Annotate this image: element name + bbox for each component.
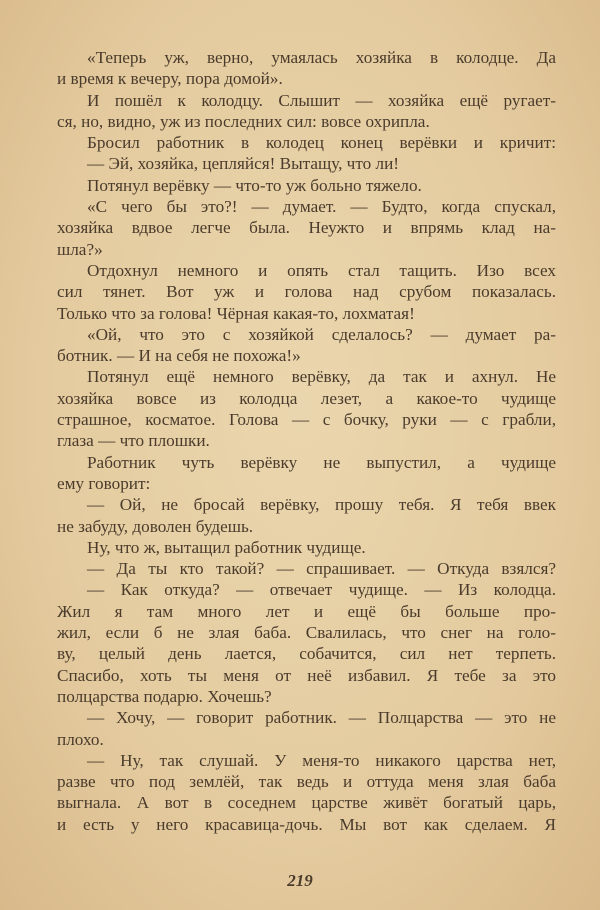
text-line: жил, если б не злая баба. Свалилась, что снег на голо- xyxy=(57,623,556,643)
book-page-text xyxy=(57,47,556,835)
text-line: ся, но, видно, уж из последних сил: вовсе охрипла. xyxy=(57,111,430,131)
text-line: «С чего бы это?! — думает. — Будто, когда спускал, xyxy=(87,197,556,217)
text-line: сил тянет. Вот уж и голова над срубом показалась. xyxy=(57,282,556,302)
text-line: Работник чуть верёвку не выпустил, а чудище xyxy=(87,452,556,472)
page-number: 219 xyxy=(287,871,313,890)
text-line: «Ой, что это с хозяйкой сделалось? — думает ра- xyxy=(87,324,556,344)
text-line: — Ну, так слушай. У меня-то никакого царства нет, xyxy=(87,750,556,770)
text-line: ему говорит: xyxy=(57,473,151,493)
text-line: не забуду, доволен будешь. xyxy=(57,516,254,536)
text-line: полцарства подарю. Хочешь? xyxy=(57,686,272,706)
text-line: хозяйка вовсе из колодца лезет, а какое-то чудище xyxy=(57,388,556,408)
text-line: Потянул верёвку — что-то уж больно тяжело. xyxy=(87,175,422,195)
text-line: — Эй, хозяйка, цепляйся! Вытащу, что ли! xyxy=(87,154,399,174)
text-line: — Хочу, — говорит работник. — Полцарства — это не xyxy=(87,708,556,728)
text-line: глаза — что плошки. xyxy=(57,431,210,451)
text-line: ву, целый день лается, собачится, сил нет терпеть. xyxy=(57,644,556,664)
text-line: Ну, что ж, вытащил работник чудище. xyxy=(87,537,366,557)
text-line: Только что за голова! Чёрная какая-то, лохматая! xyxy=(57,303,415,323)
text-line: И пошёл к колодцу. Слышит — хозяйка ещё ругает- xyxy=(87,90,556,110)
text-line: — Ой, не бросай верёвку, прошу тебя. Я тебя ввек xyxy=(87,495,556,515)
text-line: Потянул ещё немного верёвку, да так и ахнул. Не xyxy=(87,367,556,387)
text-line: ботник. — И на себя не похожа!» xyxy=(57,346,301,366)
text-line: «Теперь уж, верно, умаялась хозяйка в колодце. Да xyxy=(87,48,556,67)
text-line: — Да ты кто такой? — спрашивает. — Откуда взялся? xyxy=(87,559,556,579)
text-line: — Как откуда? — отвечает чудище. — Из колодца. xyxy=(87,580,556,600)
text-line: и время к вечеру, пора домой». xyxy=(57,69,283,89)
text-line: разве что под землёй, так ведь и оттуда меня злая баба xyxy=(57,772,556,792)
text-line: плохо. xyxy=(57,729,104,749)
text-line: Отдохнул немного и опять стал тащить. Изо всех xyxy=(87,260,556,280)
text-line: Бросил работник в колодец конец верёвки и кричит: xyxy=(87,133,556,153)
text-line: шла?» xyxy=(57,239,103,259)
text-line: Спасибо, хоть ты меня от неё избавил. Я тебе за это xyxy=(57,665,556,685)
text-line: и есть у него красавица-дочь. Мы вот как сделаем. Я xyxy=(57,814,556,834)
text-line: хозяйка вдвое легче была. Неужто и впрямь клад на- xyxy=(57,218,556,238)
text-line: выгнала. А вот в соседнем царстве живёт богатый царь, xyxy=(57,793,556,813)
text-line: Жил я там много лет и ещё бы больше про- xyxy=(57,601,556,621)
text-line: страшное, косматое. Голова — с бочку, руки — с грабли, xyxy=(57,410,556,430)
